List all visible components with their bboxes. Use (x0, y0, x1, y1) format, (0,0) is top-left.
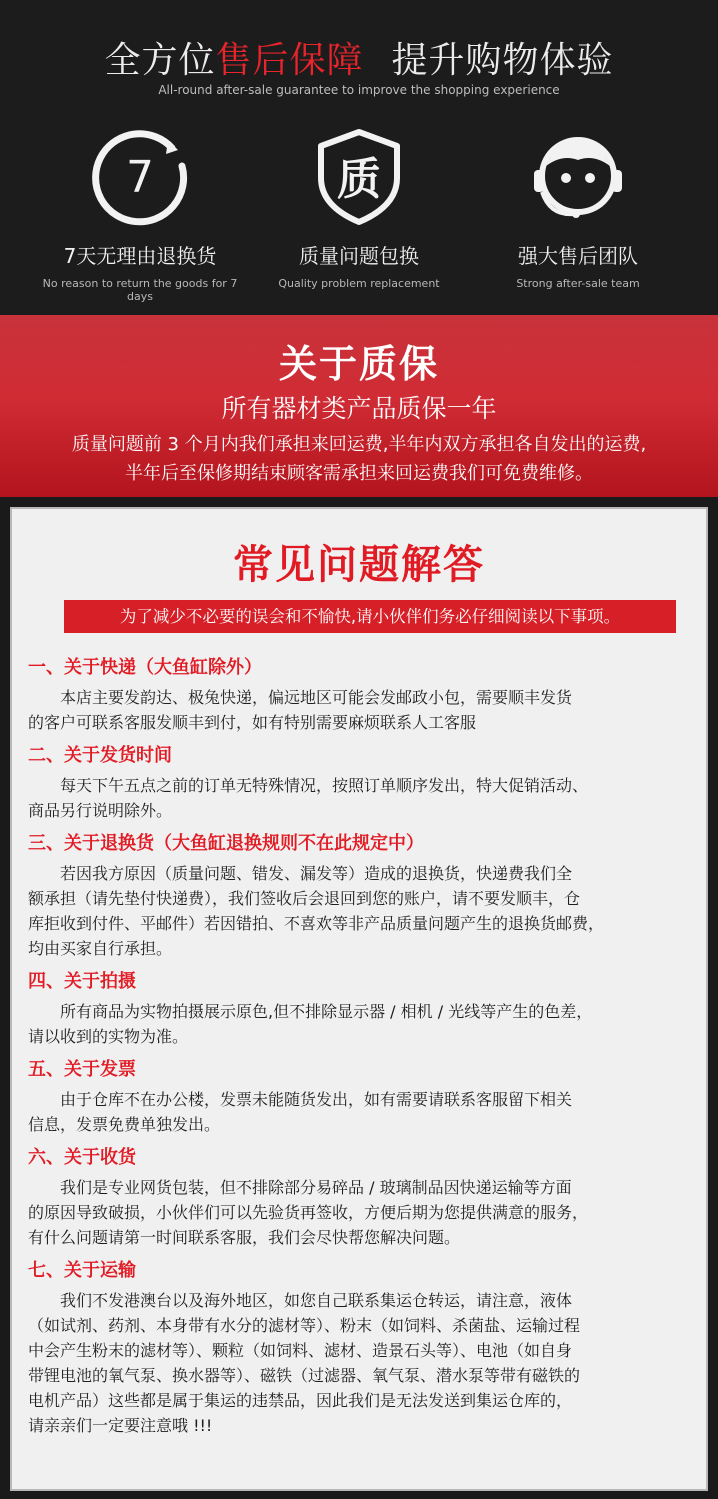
faq-question: 二、关于发货时间 (28, 745, 172, 766)
faq-answer-line: 所有商品为实物拍摄展示原色,但不排除显示器 / 相机 / 光线等产生的色差， (60, 1002, 593, 1021)
faq-answer-line: 我们是专业网货包装，但不排除部分易碎品 / 玻璃制品因快递运输等方面 (60, 1178, 572, 1197)
svg-text:质: 质 (337, 154, 381, 205)
faq-answer-line: 中会产生粉末的滤材等）、颗粒（如饲料、滤材、造景石头等）、电池（如自身 (28, 1341, 573, 1360)
feature-seven-day-return (40, 126, 240, 303)
headline-prefix: 全方位 (104, 40, 216, 81)
faq-answer-line: 由于仓库不在办公楼，发票未能随货发出，如有需要请联系客服留下相关 (60, 1090, 573, 1109)
after-sale-header (0, 0, 718, 315)
faq-answer-line: 每天下午五点之前的订单无特殊情况，按照订单顺序发出，特大促销活动、 (60, 776, 589, 795)
faq-answer-line: 有什么问题请第一时间联系客服，我们会尽快帮您解决问题。 (28, 1228, 461, 1247)
faq-answer-line: 额承担（请先垫付快递费），我们签收后会退回到您的账户，请不要发顺丰，仓 (28, 889, 581, 908)
faq-question: 四、关于拍摄 (28, 971, 136, 992)
faq-question: 三、关于退换货（大鱼缸退换规则不在此规定中） (28, 833, 424, 854)
faq-question: 一、关于快递（大鱼缸除外） (28, 657, 262, 678)
faq-title: 常见问题解答 (233, 542, 485, 588)
quality-shield-icon (309, 126, 409, 226)
feature-caption: Strong after-sale team (516, 277, 640, 290)
feature-title: 质量问题包换 (299, 244, 419, 268)
faq-answer-line: 的客户可联系客服发顺丰到付，如有特别需要麻烦联系人工客服 (28, 713, 477, 732)
feature-caption: No reason to return the goods for 7 days (42, 277, 238, 303)
faq-answer-line: 信息，发票免费单独发出。 (28, 1115, 221, 1134)
feature-caption: Quality problem replacement (278, 277, 440, 290)
faq-notice: 为了减少不必要的误会和不愉快,请小伙伴们务必仔细阅读以下事项。 (64, 600, 676, 633)
faq-answer-line: 带锂电池的氧气泵、换水器等）、磁铁（过滤器、氧气泵、潜水泵等带有磁铁的 (28, 1366, 581, 1385)
faq-answer-line: 本店主要发韵达、极兔快递，偏远地区可能会发邮政小包，需要顺丰发货 (60, 688, 573, 707)
feature-after-sale-team (478, 126, 678, 290)
warranty-subtitle: 所有器材类产品质保一年 (221, 394, 497, 423)
faq-answer-line: 的原因导致破损，小伙伴们可以先验货再签收，方便后期为您提供满意的服务， (28, 1203, 589, 1222)
faq-answer (28, 1175, 694, 1250)
seven-days-icon (90, 126, 190, 226)
faq-answer-line: 电机产品）这些都是属于集运的违禁品，因此我们是无法发送到集运仓库的， (28, 1391, 573, 1410)
faq-answer-line: （如试剂、药剂、本身带有水分的滤材等）、粉末（如饲料、杀菌盐、运输过程 (28, 1316, 581, 1335)
faq-answer-line: 商品另行说明除外。 (28, 801, 173, 820)
faq-answer-line: 均由买家自行承担。 (28, 939, 173, 958)
faq-answer-line: 请以收到的实物为准。 (28, 1027, 189, 1046)
warranty-terms-line: 质量问题前 3 个月内我们承担来回运费,半年内双方承担各自发出的运费, (71, 434, 647, 455)
headset-agent-icon (528, 126, 628, 226)
faq-answer-line: 我们不发港澳台以及海外地区，如您自己联系集运仓转运，请注意，液体 (60, 1291, 573, 1310)
svg-text:7: 7 (126, 152, 154, 203)
warranty-title: 关于质保 (278, 342, 439, 386)
faq-answer-line: 若因我方原因（质量问题、错发、漏发等）造成的退换货，快递费我们全 (60, 864, 573, 883)
faq-panel (10, 507, 708, 1491)
warranty-banner (0, 315, 718, 497)
faq-question: 六、关于收货 (28, 1147, 136, 1168)
faq-answer (28, 1288, 694, 1438)
faq-answer-line: 请亲亲们一定要注意哦 !!! (28, 1416, 213, 1435)
faq-question: 七、关于运输 (28, 1260, 136, 1281)
faq-question: 五、关于发票 (28, 1059, 136, 1080)
faq-list (28, 647, 694, 1438)
feature-quality-replacement (259, 126, 459, 290)
faq-answer (28, 685, 694, 735)
headline-highlight: 售后保障 (215, 40, 364, 81)
feature-title: 强大售后团队 (518, 244, 638, 268)
faq-answer (28, 861, 694, 961)
faq-answer (28, 1087, 694, 1137)
headline-subtitle: All-round after-sale guarantee to improve the shopping experience (158, 83, 560, 97)
page-headline (0, 32, 718, 83)
warranty-terms-line: 半年后至保修期结束顾客需承担来回运费我们可免费维修。 (125, 463, 593, 484)
faq-answer-line: 库拒收到付件、平邮件）若因错拍、不喜欢等非产品质量问题产生的退换货邮费， (28, 914, 605, 933)
faq-answer (28, 773, 694, 823)
feature-title: 7天无理由退换货 (63, 244, 217, 268)
faq-answer (28, 999, 694, 1049)
headline-suffix: 提升购物体验 (391, 40, 614, 81)
